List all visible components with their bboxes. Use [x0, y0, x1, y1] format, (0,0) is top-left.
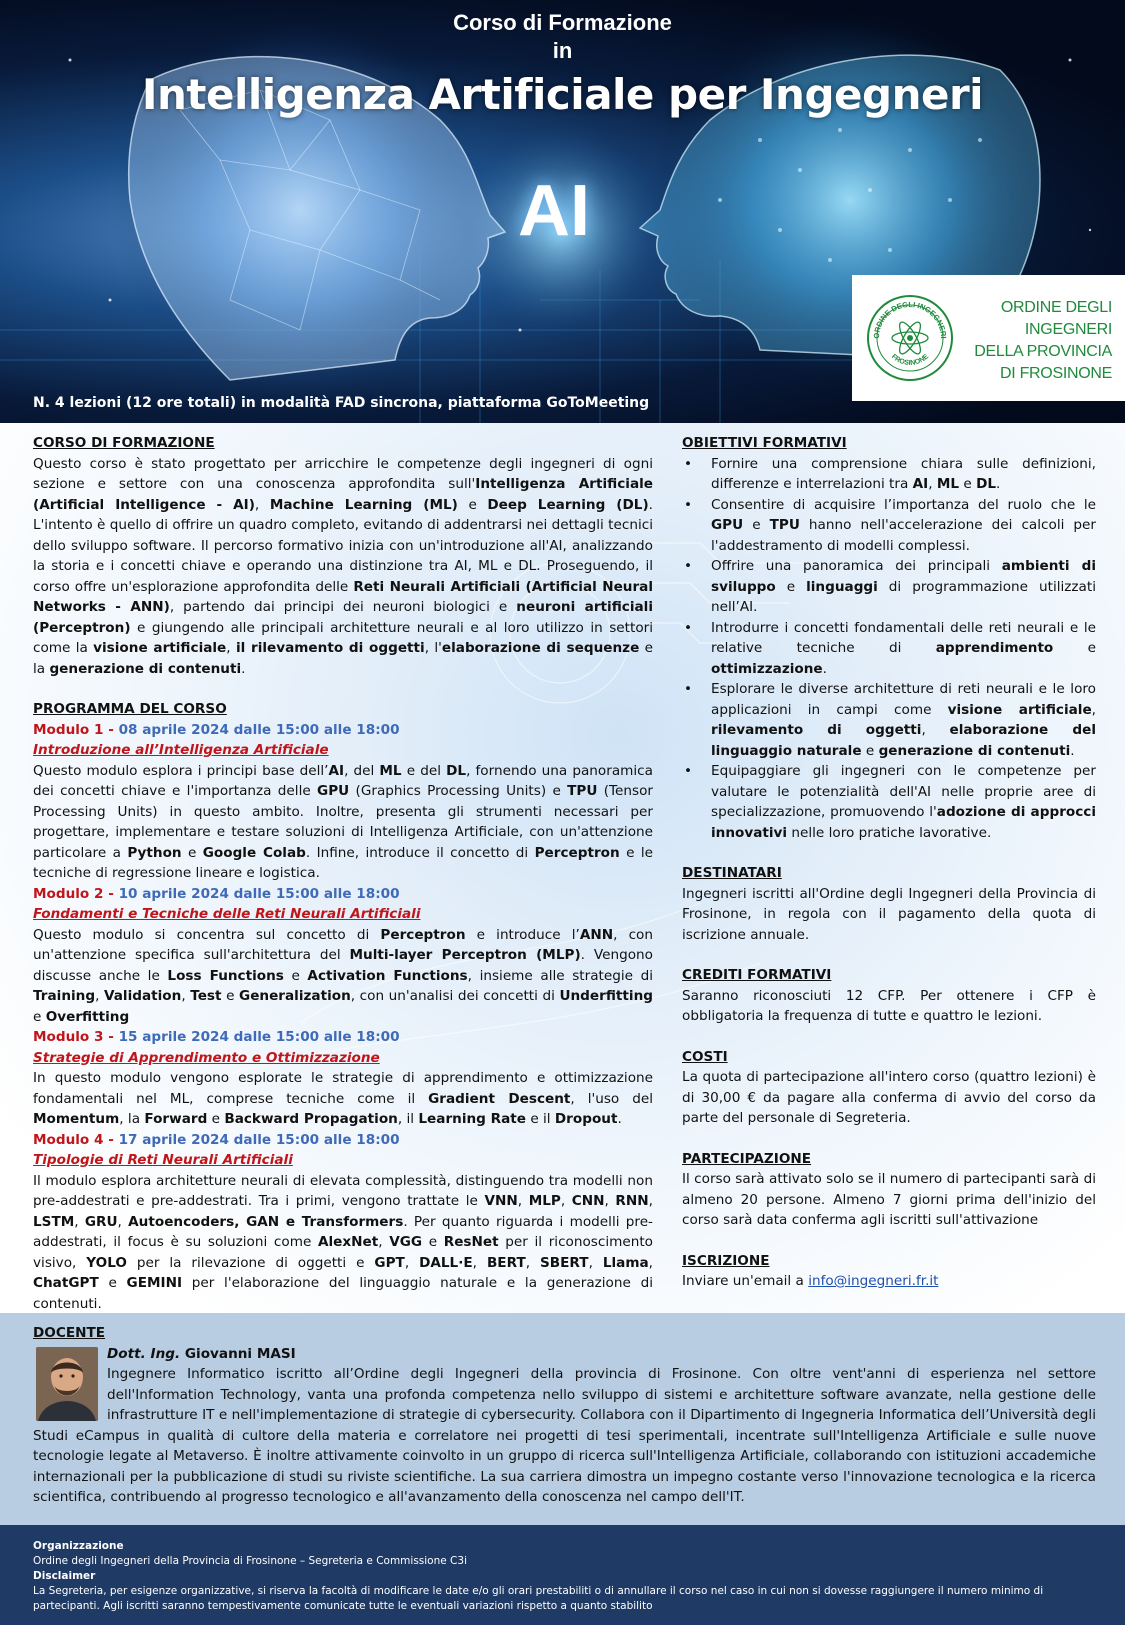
- footer-org-text: Ordine degli Ingegneri della Provincia di Frosinone – Segreteria e Commissione C3i: [33, 1555, 467, 1567]
- hero-banner: [0, 0, 1125, 423]
- module-4-header: Modulo 4 - 17 aprile 2024 dalle 15:00 alle 18:00: [33, 1131, 400, 1148]
- right-column: [682, 433, 1096, 1292]
- crediti-text: Saranno riconosciuti 12 CFP. Per ottenere i CFP è obbligatoria la frequenza di tutte e quattro le lezioni.: [682, 987, 1096, 1024]
- module-3-description: In questo modulo vengono esplorate le strategie di apprendimento e ottimizzazione fondamentali nel ML, comprese tecniche come il Gradient Descent, l'uso del Momentum, la Forward e Backward Propagation, il Learning Rate e il Dropout.: [33, 1070, 653, 1127]
- module-4-title: Tipologie di Reti Neurali Artificiali: [33, 1152, 293, 1168]
- module-3-title: Strategie di Apprendimento e Ottimizzazione: [33, 1049, 380, 1066]
- hero-lessons-info: N. 4 lezioni (12 ore totali) in modalità FAD sincrona, piattaforma GoToMeeting: [33, 395, 650, 411]
- destinatari-text: Ingegneri iscritti all'Ordine degli Ingegneri della Provincia di Frosinone, in regola con il pagamento della quota di iscrizione annuale.: [682, 885, 1096, 943]
- seal-bottom-text: FROSINONE: [889, 353, 931, 367]
- objective-item: • Esplorare le diverse architetture di reti neurali e le loro applicazioni in campi come visione artificiale, rilevamento di oggetti, elaborazione del linguaggio naturale e generazione di contenuti.: [682, 679, 1096, 761]
- iscrizione-text: Inviare un'email a info@ingegneri.fr.it: [682, 1273, 939, 1289]
- costi-text: La quota di partecipazione all'intero corso (quattro lezioni) è di 30,00 € da pagare alla conferma di avvio del corso da parte del personale di Segreteria.: [682, 1069, 1096, 1126]
- objectives-list: [682, 454, 1096, 844]
- module-1-header: Modulo 1 - 08 aprile 2024 dalle 15:00 alle 18:00: [33, 721, 400, 738]
- footer-disclaimer-label: Disclaimer: [33, 1570, 96, 1582]
- docente-photo: [36, 1347, 98, 1421]
- footer: [0, 1525, 1125, 1625]
- hero-course-label: Corso di Formazione: [453, 10, 672, 35]
- logo-line-1: ORDINE DEGLI INGEGNERI: [1000, 299, 1112, 338]
- section-heading-corso: CORSO DI FORMAZIONE: [33, 435, 215, 451]
- svg-text:FROSINONE: [890, 353, 930, 367]
- module-2-description: Questo modulo si concentra sul concetto di Perceptron e introduce l’ANN, con un'attenzione specifica sull'architettura del Multi-layer Perceptron (MLP). Vengono discusse anche le Loss Functions e Activation Functions, insieme alle strategie di Training, Validation, Test e Generalization, con un'analisi dei concetti di Underfitting e Overfitting: [33, 926, 653, 1025]
- hero-ai-text: AI: [518, 171, 590, 251]
- footer-disclaimer-text: La Segreteria, per esigenze organizzative, si riserva la facoltà di modificare le date e/o gli orari prestabiliti o di annullare il corso nel caso in cui non si dovesse raggiungere il numero minimo di partecipanti. Agli iscritti saranno tempestivamente comunicate tutte le eventuali variazioni rispetto a quanto stabilito: [33, 1585, 1044, 1612]
- corso-description: Questo corso è stato progettato per arricchire le competenze degli ingegneri di ogni sezione e settore con una conoscenza approfondita sull'Intelligenza Artificiale (Artificial Intelligence - AI), Machine Learning (ML) e Deep Learning (DL). L'intento è quello di offrire un quadro completo, evitando di addentrarsi nei dettagli tecnici dello sviluppo software. Il percorso formativo inizia con un'introduzione all'AI, analizzando la storia e i concetti chiave e operando una distinzione tra AI, ML e DL. Proseguendo, il corso offre un'esplorazione approfondita delle Reti Neurali Artificiali (Artificial Neural Networks - ANN), partendo dai principi dei neuroni biologici e neuroni artificiali (Perceptron) e giungendo alle principali architetture neurali e al loro utilizzo in settori come la visione artificiale, il rilevamento di oggetti, l'elaborazione di sequenze e la generazione di contenuti.: [33, 455, 654, 677]
- objective-item: • Fornire una comprensione chiara sulle definizioni, differenze e interrelazioni tra AI, ML e DL.: [682, 454, 1096, 495]
- hero-in-label: in: [552, 38, 573, 63]
- module-1-title: Introduzione all’Intelligenza Artificiale: [33, 742, 329, 758]
- docente-bio: Dott. Ing. Giovanni MASI Ingegnere Informatico iscritto all’Ordine degli Ingegneri della provincia di Frosinone. Con oltre vent'anni di esperienza nel settore dell'Information Technology, vanta una profonda competenza nello sviluppo di sistemi e architetture software avanzate, nella gestione delle infrastrutture IT e nell'implementazione di strategie di cybersecurity. Collabora con il Dipartimento di Ingegneria Informatica dell’Università degli Studi eCampus in qualità di cultore della materia e correlatore nei progetti di tesi sperimentali, incentrate sull'Intelligenza Artificiale e sulle nuove tecnologie legate al Metaverso. È inoltre attivamente coinvolto in un gruppo di ricerca sull'Intelligenza Artificiale, collaborando con istituzioni accademiche internazionali per la pubblicazione di studi su riviste scientifiche. La sua carriera dimostra un impegno costante verso l'innovazione tecnologica e la ricerca scientifica, contribuendo al progresso tecnologico e all'avanzamento della conoscenza nel campo dell'IT.: [33, 1345, 1096, 1505]
- section-heading-crediti: CREDITI FORMATIVI: [682, 967, 832, 983]
- person-portrait-icon: [36, 1347, 98, 1421]
- module-3-header: Modulo 3 - 15 aprile 2024 dalle 15:00 alle 18:00: [33, 1029, 400, 1045]
- footer-org-label: Organizzazione: [33, 1540, 124, 1552]
- section-heading-docente: DOCENTE: [33, 1325, 106, 1341]
- section-heading-programma: PROGRAMMA DEL CORSO: [33, 701, 227, 717]
- objective-item: • Introdurre i concetti fondamentali delle reti neurali e le relative tecniche di apprendimento e ottimizzazione.: [682, 618, 1096, 680]
- docente-title: Dott. Ing.: [107, 1345, 181, 1362]
- objective-item: • Offrire una panoramica dei principali ambienti di sviluppo e linguaggi di programmazione utilizzati nell’AI.: [682, 556, 1096, 618]
- section-heading-partecipazione: PARTECIPAZIONE: [682, 1150, 812, 1167]
- objective-item: • Consentire di acquisire l’importanza del ruolo che le GPU e TPU hanno nell'accelerazione dei calcoli per l'addestramento di modelli complessi.: [682, 495, 1096, 557]
- page-title: Intelligenza Artificiale per Ingegneri: [141, 70, 984, 119]
- docente-name: Giovanni MASI: [180, 1345, 296, 1362]
- footer-content: [33, 1539, 1096, 1614]
- section-heading-destinatari: DESTINATARI: [682, 865, 782, 881]
- email-link[interactable]: info@ingegneri.fr.it: [808, 1273, 939, 1289]
- module-2-header: Modulo 2 - 10 aprile 2024 dalle 15:00 alle 18:00: [33, 885, 400, 902]
- section-heading-costi: COSTI: [682, 1048, 728, 1065]
- logo-line-3: DI FROSINONE: [1000, 365, 1112, 382]
- main-content: [0, 423, 1125, 1313]
- docente-section: [0, 1313, 1125, 1525]
- section-heading-iscrizione: ISCRIZIONE: [682, 1252, 770, 1269]
- module-2-title: Fondamenti e Tecniche delle Reti Neurali Artificiali: [33, 906, 421, 922]
- left-column: [33, 433, 653, 1314]
- seal-top-text: ORDINE DEGLI INGEGNERI: [871, 299, 949, 339]
- partecipazione-text: Il corso sarà attivato solo se il numero di partecipanti sarà di almeno 20 persone. Almeno 7 giorni prima dell'inizio del corso sarà data conferma agli iscritti sull'attivazione: [682, 1171, 1096, 1228]
- section-heading-obiettivi: OBIETTIVI FORMATIVI: [682, 435, 847, 451]
- ordine-logo: [852, 275, 1125, 401]
- module-4-description: Il modulo esplora architetture neurali di elevata complessità, distinguendo tra modelli non pre-addestrati e pre-addestrati. Tra i primi, vengono trattate le VNN, MLP, CNN, RNN, LSTM, GRU, Autoencoders, GAN e Transformers. Per quanto riguarda i modelli pre-addestrati, il focus è su soluzioni come AlexNet, VGG e ResNet per il riconoscimento visivo, YOLO per la rilevazione di oggetti e GPT, DALL·E, BERT, SBERT, Llama, ChatGPT e GEMINI per l'elaborazione del linguaggio naturale e la generazione di contenuti.: [33, 1172, 654, 1312]
- objective-item: • Equipaggiare gli ingegneri con le competenze per valutare le potenzialità dell'AI nelle proprie aree di specializzazione, promuovendo l'adozione di approcci innovativi nelle loro pratiche lavorative.: [682, 761, 1096, 843]
- logo-line-2: DELLA PROVINCIA: [974, 343, 1112, 360]
- module-1-description: Questo modulo esplora i principi base dell’AI, del ML e del DL, fornendo una panoramica dei concetti chiave e l'importanza delle GPU (Graphics Processing Units) e TPU (Tensor Processing Units) in questo ambito. Inoltre, presenta gli strumenti necessari per progettare, implementare e testare soluzioni di Intelligenza Artificiale, con un'attenzione particolare a Python e Google Colab. Infine, introduce il concetto di Perceptron e le tecniche di regressione lineare e logistica.: [33, 762, 654, 881]
- docente-content: [33, 1323, 1096, 1508]
- ordine-logo-text: [942, 297, 1112, 385]
